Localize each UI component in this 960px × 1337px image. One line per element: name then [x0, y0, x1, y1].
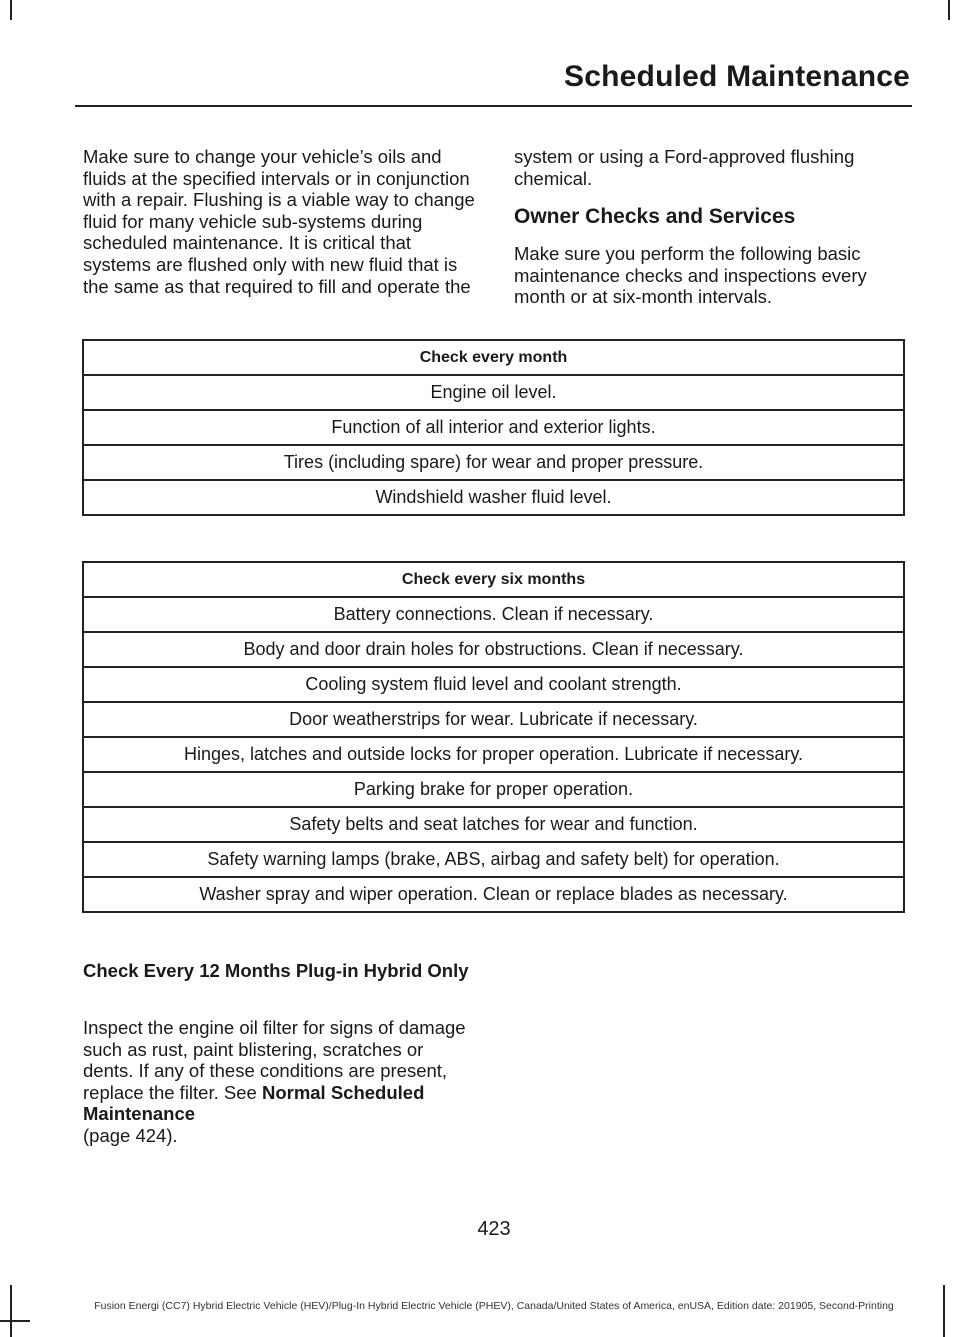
normal-scheduled-maintenance-link[interactable]: Normal Scheduled Maintenance — [83, 1081, 425, 1125]
table-row — [83, 877, 904, 912]
table-cell: Function of all interior and exterior lights. — [83, 410, 904, 445]
table-row — [83, 667, 904, 702]
six-month-checks-table — [82, 561, 905, 913]
owner-checks-heading: Owner Checks and Services — [514, 205, 796, 229]
page-number: 423 — [477, 1218, 511, 1240]
table-cell: Safety belts and seat latches for wear and function. — [83, 807, 904, 842]
crop-mark-top-right-vertical — [948, 0, 950, 20]
table-cell: Tires (including spare) for wear and proper pressure. — [83, 445, 904, 480]
table-row — [83, 772, 904, 807]
table-cell: Safety warning lamps (brake, ABS, airbag and safety belt) for operation. — [83, 842, 904, 877]
table-cell: Hinges, latches and outside locks for proper operation. Lubricate if necessary. — [83, 737, 904, 772]
owner-checks-paragraph: Make sure you perform the following basic maintenance checks and inspections every month or at six-month intervals. — [514, 243, 867, 308]
table-cell: Battery connections. Clean if necessary. — [83, 597, 904, 632]
plugin-hybrid-text: Inspect the engine oil filter for signs of damage such as rust, paint blistering, scratches or dents. If any of these conditions are present, replace the filter. See — [83, 1017, 466, 1103]
intro-right-column — [514, 146, 909, 308]
table-row — [83, 702, 904, 737]
table-row — [83, 632, 904, 667]
crop-mark-bottom-left-horizontal — [0, 1320, 30, 1322]
table-cell: Windshield washer fluid level. — [83, 480, 904, 515]
table-row — [83, 410, 904, 445]
table-row — [83, 842, 904, 877]
table-cell: Cooling system fluid level and coolant strength. — [83, 667, 904, 702]
table-cell: Engine oil level. — [83, 375, 904, 410]
table-cell: Washer spray and wiper operation. Clean or replace blades as necessary. — [83, 877, 904, 912]
table-row — [83, 445, 904, 480]
sentence-end: . — [172, 1124, 178, 1146]
table-row — [83, 375, 904, 410]
intro-paragraph-continued: system or using a Ford-approved flushing chemical. — [514, 146, 855, 189]
header-divider — [75, 105, 912, 107]
monthly-checks-table — [82, 339, 905, 516]
intro-paragraph: Make sure to change your vehicle’s oils and fluids at the specified intervals or in conjunction with a repair. Flushing is a viable way to change fluid for many vehicle sub-systems during scheduled maintenance. It is critical that systems are flushed only with new fluid that is the same as that required to fill and operate the — [83, 146, 475, 297]
intro-left-column — [83, 146, 478, 297]
edition-footer: Fusion Energi (CC7) Hybrid Electric Vehicle (HEV)/Plug-In Hybrid Electric Vehicle (PHEV), Canada/United States of America, enUSA, Edition date: 201905, Second-Printing — [94, 1300, 894, 1312]
table-cell: Parking brake for proper operation. — [83, 772, 904, 807]
page-reference[interactable]: (page 424) — [83, 1124, 173, 1146]
page-title: Scheduled Maintenance — [564, 60, 910, 93]
table-header: Check every month — [83, 340, 904, 375]
table-cell: Body and door drain holes for obstructions. Clean if necessary. — [83, 632, 904, 667]
plugin-hybrid-heading: Check Every 12 Months Plug-in Hybrid Only — [83, 960, 469, 981]
table-row — [83, 737, 904, 772]
table-row — [83, 597, 904, 632]
table-header: Check every six months — [83, 562, 904, 597]
table-row — [83, 807, 904, 842]
plugin-hybrid-paragraph — [83, 1017, 478, 1147]
crop-mark-top-left-vertical — [10, 0, 12, 20]
table-cell: Door weatherstrips for wear. Lubricate if necessary. — [83, 702, 904, 737]
table-row — [83, 480, 904, 515]
